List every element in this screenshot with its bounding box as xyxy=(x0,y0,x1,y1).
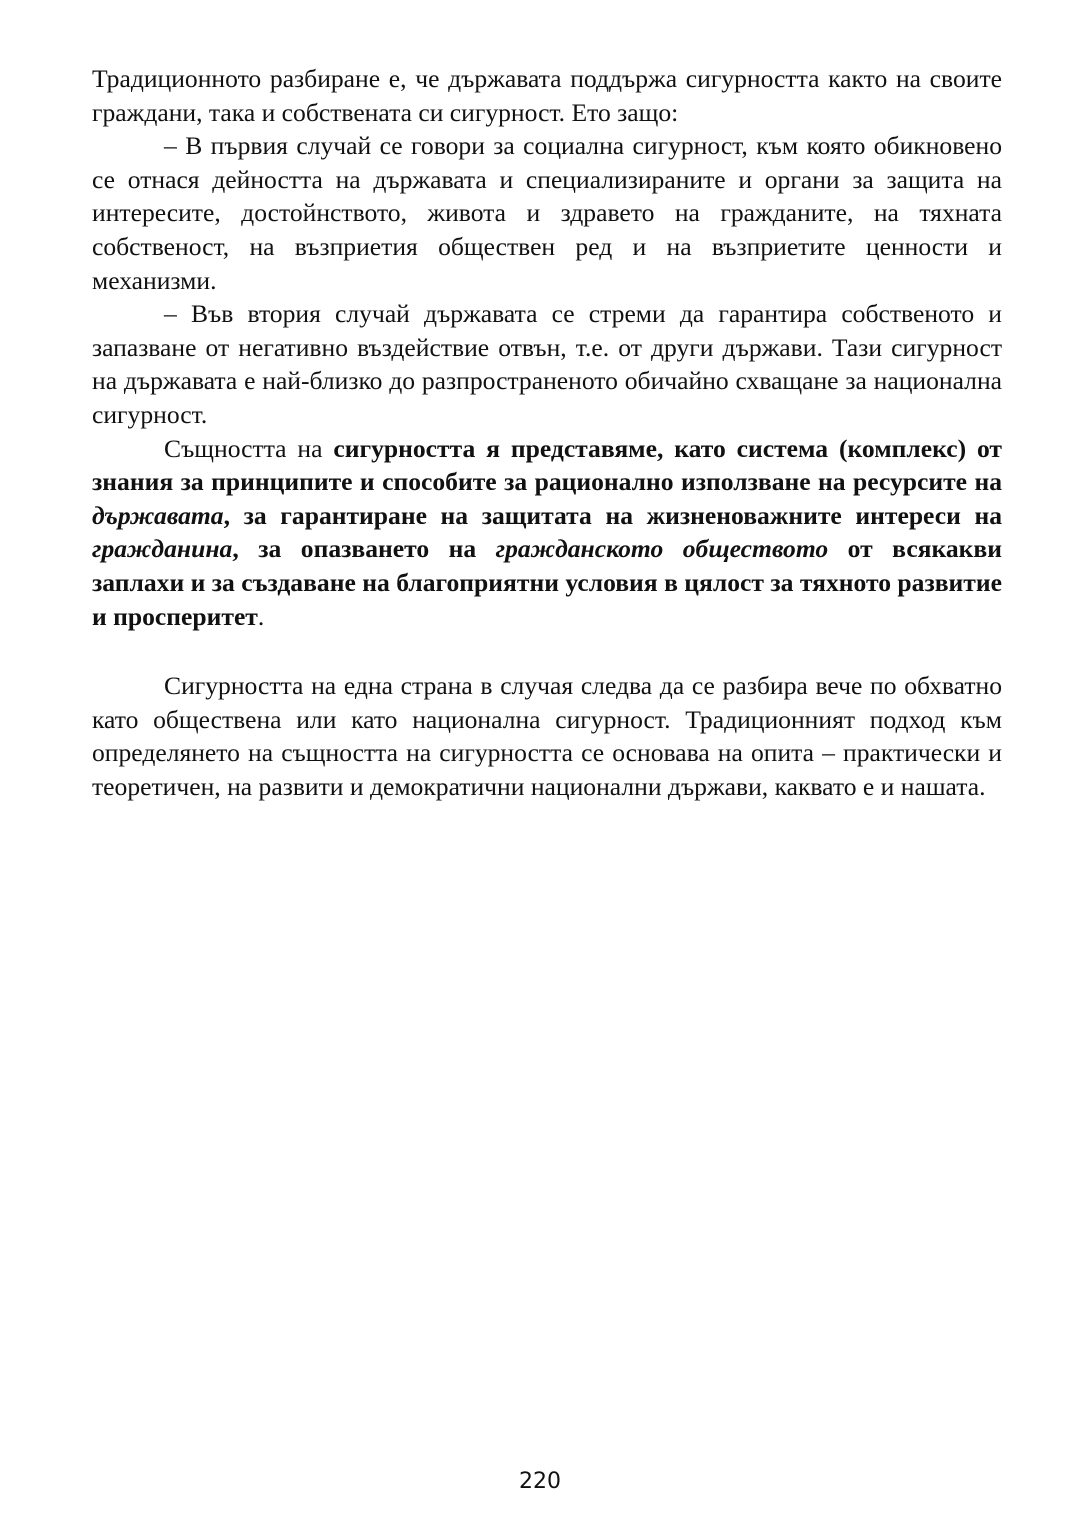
essence-bold-text-3: , за опазването на xyxy=(232,534,496,564)
essence-bold-text-1: сигурността я представяме, като система (комплекс) от знания за принципите и способите за рационално използване на ресурсите на xyxy=(92,433,1003,497)
essence-emphasis-state: държавата xyxy=(92,500,224,530)
essence-bold-text-4: от всякакви заплахи и за създаване на благоприятни условия в цялост за тяхното развитие и просперитет xyxy=(92,534,1002,631)
final-paragraph: Сигурността на една страна в случая следва да се разбира вече по обхватно като обществена или като национална сигурност. Традиционният подход към определянето на същността на сигурността се основава на опита – практически и теоретичен, на развити и демократични национални държави, каквато е и нашата. xyxy=(92,671,1002,801)
essence-closing-period: . xyxy=(257,601,265,631)
essence-emphasis-citizen: гражданина xyxy=(92,534,233,564)
first-case-paragraph: – В първия случай се говори за социална сигурност, към която обикновено се отнася дейността на държавата и специализираните и органи за защита на интересите, достойнството, живота и здравето на гражданите, на тяхната собственост, на възприетия обществен ред и на възприетите ценности и механизми. xyxy=(92,131,1002,295)
second-case-paragraph: – Във втория случай държавата се стреми да гарантира собственото и запазване от негативно въздействие отвън, т.е. от други държави. Тази сигурност на държавата е най-близко до разпространеното обичайно схващане за национална сигурност. xyxy=(92,299,1002,429)
essence-emphasis-society: гражданското обществото xyxy=(495,534,829,564)
essence-bold-text-2: , за гарантиране на защитата на жизненоважните интереси на xyxy=(223,500,1002,530)
page-number: 220 xyxy=(519,1469,561,1494)
intro-paragraph: Традиционното разбиране е, че държавата поддържа сигурността както на своите граждани, така и собствената си сигурност. Ето защо: xyxy=(92,64,1002,127)
page-body xyxy=(92,62,1002,803)
essence-paragraph xyxy=(92,432,1002,634)
essence-lead-text: Същността на xyxy=(164,433,334,463)
